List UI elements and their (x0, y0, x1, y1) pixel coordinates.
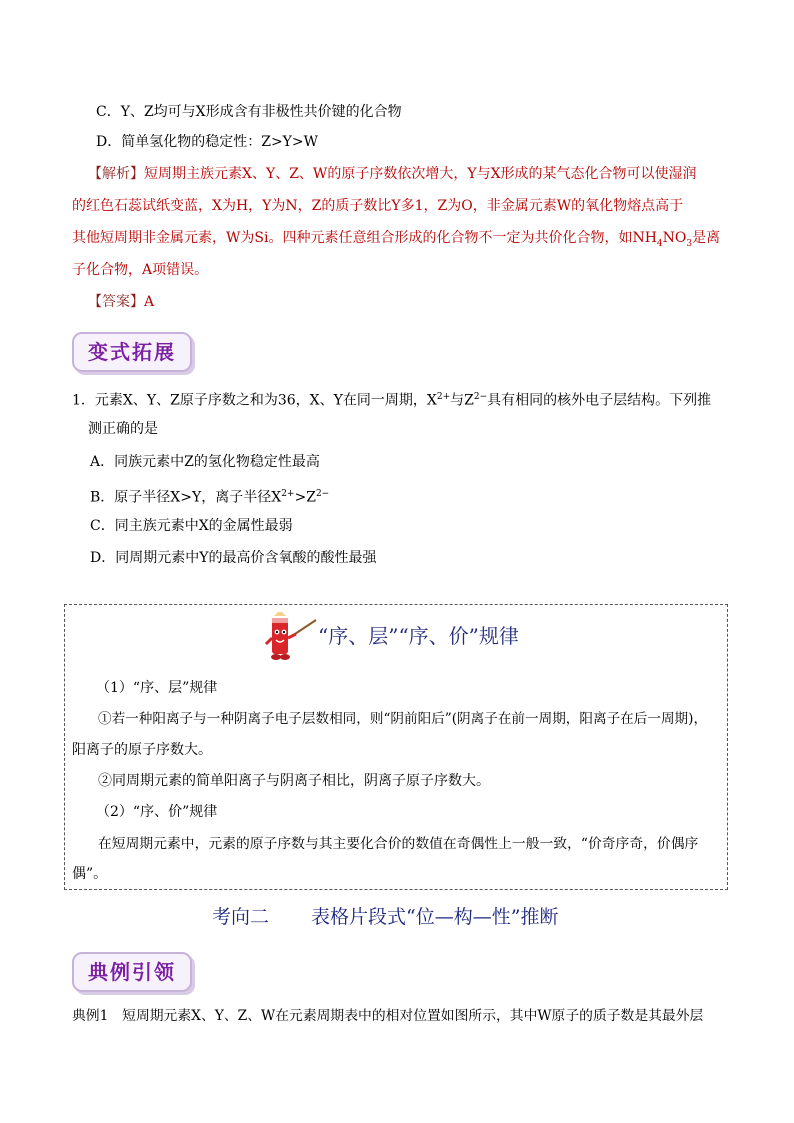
pencil-mascot-icon (262, 612, 320, 664)
rule-2-heading: （2）“序、价”规律 (96, 804, 218, 820)
rule-1-line-1: ①若一种阳离子与一种阴离子电子层数相同，则“阴前阳后”(阴离子在前一周期，阳离子在后一周期)， (98, 711, 708, 727)
rule-box-title: “序、层”“序、价”规律 (318, 624, 519, 648)
question-1-text-c: 具有相同的核外电子层结构。下列推 (487, 392, 712, 409)
question-1-line-2: 测正确的是 (88, 421, 158, 437)
analysis-text-1: 短周期主族元素X、Y、Z、W的原子序数依次增大，Y与X形成的某气态化合物可以使湿润 (144, 166, 697, 182)
section-heading (212, 904, 558, 930)
answer-value: A (144, 294, 155, 310)
section-title-text: 表格片段式“位—构—性”推断 (311, 906, 559, 928)
analysis-tag: 【解析】 (88, 166, 144, 182)
analysis-line-1 (88, 164, 697, 184)
question-1-option-c: C．同主族元素中X的金属性最弱 (90, 518, 293, 534)
superscript-x-charge: 2+ (436, 392, 451, 402)
subscript-3: 3 (686, 238, 693, 249)
section-badge-variant: 变式拓展 (72, 332, 192, 372)
question-1-text-a: 1．元素X、Y、Z原子序数之和为36，X、Y在同一周期，X (72, 392, 437, 409)
option-c: C．Y、Z均可与X形成含有非极性共价键的化合物 (96, 104, 402, 120)
option-b-sup-1: 2+ (281, 489, 295, 499)
subscript-4: 4 (656, 238, 663, 249)
analysis-text-3-mid: NO (662, 230, 687, 246)
question-1-option-a: A．同族元素中Z的氢化物稳定性最高 (90, 454, 320, 470)
section-badge-example: 典例引领 (72, 952, 192, 992)
analysis-line-2: 的红色石蕊试纸变蓝，X为H，Y为N，Z的质子数比Y多1，Z为O，非金属元素W的氧化物熔点高于 (72, 198, 684, 214)
analysis-line-3 (72, 228, 720, 254)
answer-tag: 【答案】 (88, 294, 144, 310)
rule-2-line-1: 在短周期元素中，元素的原子序数与其主要化合价的数值在奇偶性上一般一致，“价奇序奇，价偶序 (98, 836, 699, 852)
question-1-text-b: 与Z (450, 392, 474, 409)
option-b-text-a: B．原子半径X>Y，离子半径X (90, 489, 282, 506)
example-1-line-1: 典例1 短周期元素X、Y、Z、W在元素周期表中的相对位置如图所示，其中W原子的质子数是其最外层 (72, 1008, 704, 1024)
rule-1-heading: （1）“序、层”规律 (96, 680, 218, 696)
analysis-text-3: 其他短周期非金属元素，W为Si。四种元素任意组合形成的化合物不一定为共价化合物，如NH (72, 230, 657, 246)
rule-2-line-2: 偶”。 (72, 866, 108, 882)
answer-line (88, 292, 154, 312)
question-1-option-d: D．同周期元素中Y的最高价含氧酸的酸性最强 (90, 550, 377, 566)
question-1-option-b (90, 484, 329, 508)
analysis-line-4: 子化合物，A项错误。 (72, 262, 209, 278)
option-b-text-b: >Z (294, 489, 316, 506)
analysis-text-3-end: 是离 (692, 230, 721, 246)
question-1-line-1 (72, 387, 711, 411)
rule-1-line-2: 阳离子的原子序数大。 (72, 742, 212, 758)
section-label: 考向二 (212, 906, 270, 928)
superscript-z-charge: 2− (473, 392, 488, 402)
option-b-sup-2: 2− (315, 489, 330, 499)
rule-1-line-3: ②同周期元素的简单阳离子与阴离子相比，阴离子原子序数大。 (98, 773, 490, 789)
option-d: D．简单氢化物的稳定性：Z>Y>W (96, 134, 319, 150)
